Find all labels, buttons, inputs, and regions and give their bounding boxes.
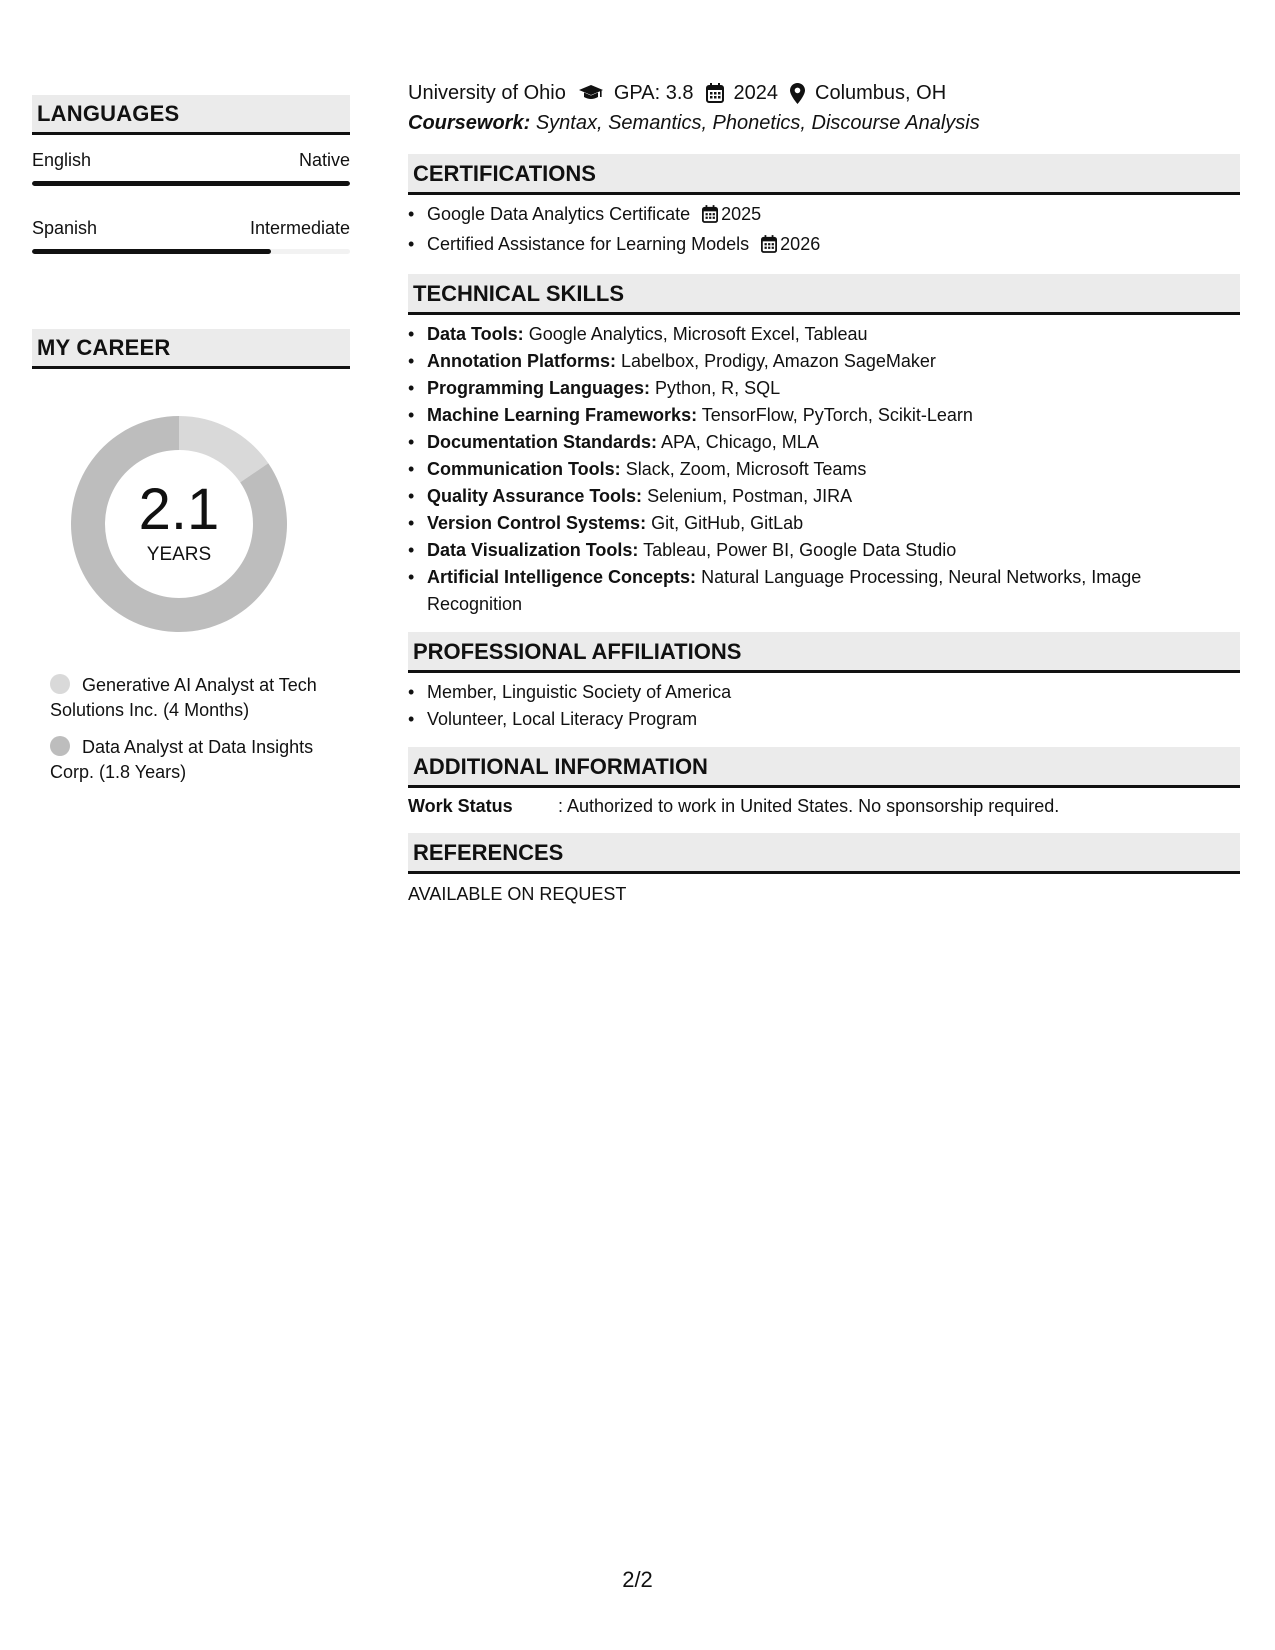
list-item: [408, 483, 1240, 510]
certification-name: Google Data Analytics Certificate: [427, 204, 691, 224]
legend-swatch-icon: [50, 674, 70, 694]
list-item: [408, 321, 1240, 348]
skill-label: Artificial Intelligence Concepts:: [427, 567, 697, 587]
list-item: • Volunteer, Local Literacy Program: [408, 706, 1240, 733]
additional-info-heading: ADDITIONAL INFORMATION: [408, 747, 1240, 788]
skill-value: Python, R, SQL: [655, 378, 781, 398]
affiliations-heading: PROFESSIONAL AFFILIATIONS: [408, 632, 1240, 673]
work-status-label: Work Status: [408, 796, 513, 816]
skill-value: Natural Language Processing, Neural Networks, Image Recognition: [427, 567, 1142, 614]
calendar-icon: [761, 234, 777, 261]
language-level: Native: [298, 150, 350, 170]
list-item: [408, 537, 1240, 564]
legend-item: [50, 735, 340, 785]
career-heading: MY CAREER: [32, 329, 350, 369]
list-item: [408, 429, 1240, 456]
language-proficiency-bar: [32, 181, 350, 186]
school-name: University of Ohio: [408, 82, 566, 104]
technical-skills-list: [408, 321, 1240, 618]
work-status-row: [408, 793, 1240, 819]
career-total-unit: YEARS: [146, 544, 212, 565]
skill-value: Selenium, Postman, JIRA: [647, 486, 853, 506]
skill-label: Machine Learning Frameworks:: [427, 405, 698, 425]
list-item: [408, 456, 1240, 483]
affiliations-list: [408, 679, 1240, 733]
skill-label: Version Control Systems:: [427, 513, 647, 533]
skill-label: Programming Languages:: [427, 378, 651, 398]
skill-label: Data Visualization Tools:: [427, 540, 639, 560]
legend-label: Generative AI Analyst at Tech Solutions Inc. (4 Months): [50, 675, 317, 720]
language-item: [32, 149, 350, 186]
coursework-list: Syntax, Semantics, Phonetics, Discourse Analysis: [535, 112, 980, 134]
certification-year: 2026: [780, 234, 821, 254]
skill-value: Tableau, Power BI, Google Data Studio: [643, 540, 957, 560]
coursework-label: Coursework:: [408, 112, 531, 134]
legend-label: Data Analyst at Data Insights Corp. (1.8 Years): [50, 737, 314, 782]
technical-skills-heading: TECHNICAL SKILLS: [408, 274, 1240, 315]
skill-value: Labelbox, Prodigy, Amazon SageMaker: [621, 351, 936, 371]
skill-value: Git, GitHub, GitLab: [651, 513, 804, 533]
coursework: [408, 108, 1240, 138]
language-name: English: [32, 150, 92, 170]
graduation-cap-icon: [578, 84, 604, 102]
language-level: Intermediate: [249, 218, 350, 238]
left-column: [32, 95, 350, 797]
list-item: [408, 510, 1240, 537]
languages-heading: LANGUAGES: [32, 95, 350, 135]
certification-year: 2025: [721, 204, 762, 224]
skill-value: APA, Chicago, MLA: [661, 432, 819, 452]
skill-value: TensorFlow, PyTorch, Scikit-Learn: [701, 405, 973, 425]
skill-label: Documentation Standards:: [427, 432, 658, 452]
references-text: AVAILABLE ON REQUEST: [408, 884, 627, 904]
list-item: [408, 201, 1240, 231]
right-column: [408, 78, 1240, 907]
skill-value: Google Analytics, Microsoft Excel, Tableau: [528, 324, 868, 344]
language-proficiency-bar: [32, 249, 350, 254]
school-location: Columbus, OH: [815, 82, 947, 104]
career-donut-chart: [66, 411, 292, 637]
certifications-heading: CERTIFICATIONS: [408, 154, 1240, 195]
graduation-year: 2024: [733, 82, 779, 104]
list-item: [408, 375, 1240, 402]
calendar-icon: [706, 83, 724, 103]
certifications-list: [408, 201, 1240, 261]
language-proficiency-fill: [32, 181, 350, 186]
language-item: [32, 217, 350, 254]
skill-label: Communication Tools:: [427, 459, 621, 479]
legend-swatch-icon: [50, 736, 70, 756]
list-item: [408, 231, 1240, 261]
language-name: Spanish: [32, 218, 98, 238]
list-item: • Member, Linguistic Society of America: [408, 679, 1240, 706]
page-number: 2/2: [622, 1567, 653, 1592]
skill-value: Slack, Zoom, Microsoft Teams: [625, 459, 867, 479]
references-heading: REFERENCES: [408, 833, 1240, 874]
career-total-value: 2.1: [138, 477, 220, 542]
skill-label: Annotation Platforms:: [427, 351, 616, 371]
language-proficiency-fill: [32, 249, 271, 254]
career-legend: [50, 673, 340, 785]
skill-label: Quality Assurance Tools:: [427, 486, 643, 506]
list-item: [408, 564, 1240, 618]
calendar-icon: [702, 204, 718, 231]
location-pin-icon: [790, 83, 805, 104]
gpa: GPA: 3.8: [613, 82, 694, 104]
list-item: [408, 402, 1240, 429]
work-status-value: : Authorized to work in United States. No sponsorship required.: [558, 796, 1060, 816]
certification-name: Certified Assistance for Learning Models: [427, 234, 750, 254]
legend-item: [50, 673, 340, 723]
list-item: [408, 348, 1240, 375]
education-line: [408, 78, 1240, 108]
skill-label: Data Tools:: [427, 324, 524, 344]
